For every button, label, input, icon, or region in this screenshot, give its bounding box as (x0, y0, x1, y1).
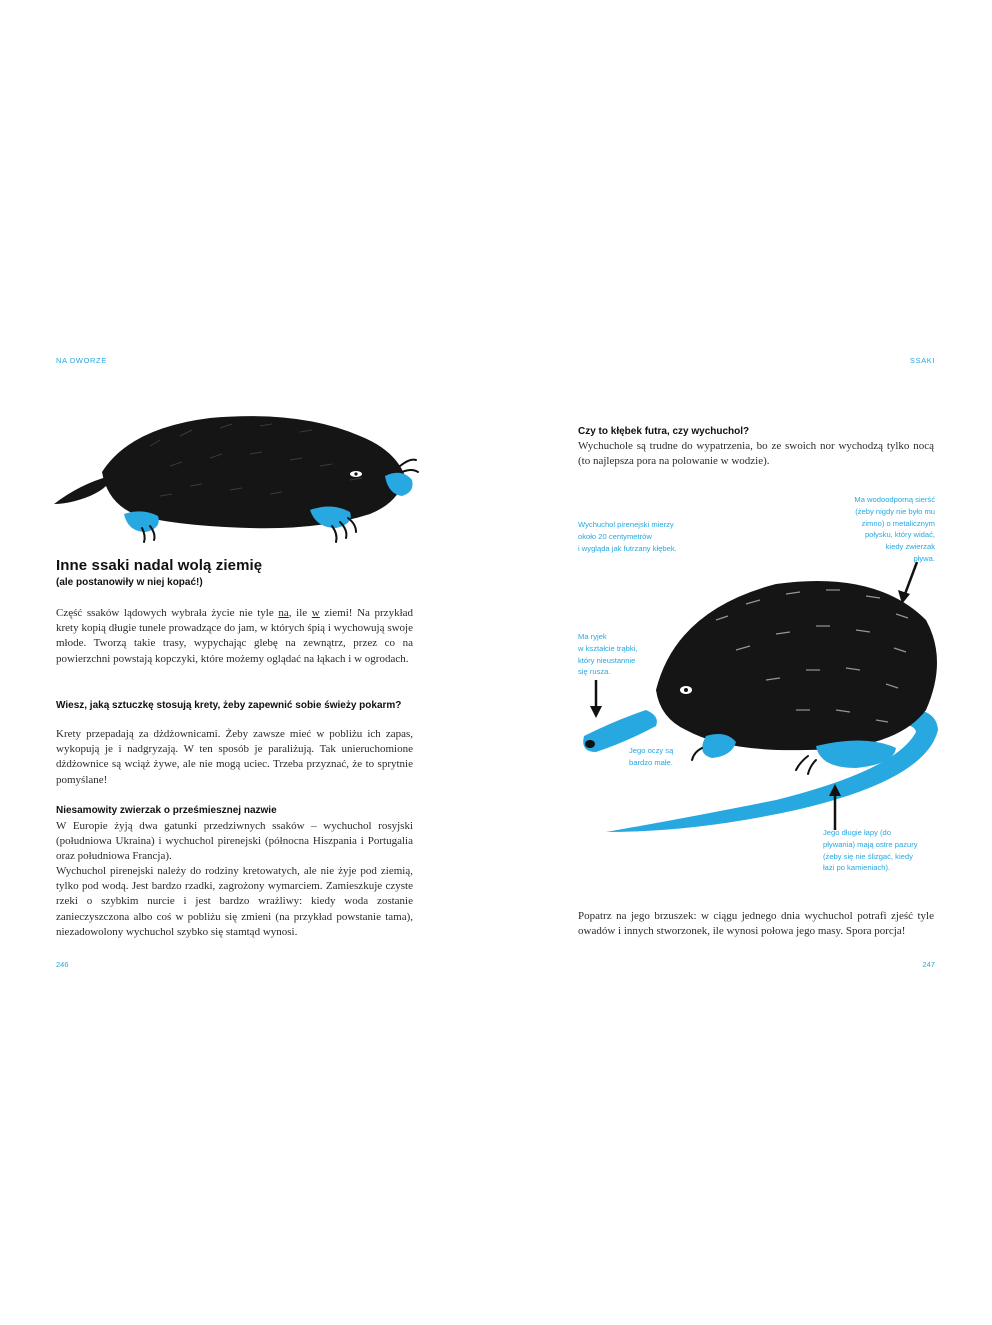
page-number-left: 246 (56, 960, 69, 969)
page-subheading-left: (ale postanowiły w niej kopać!) (56, 577, 203, 588)
page-number-right: 247 (922, 960, 935, 969)
page-heading-right: Czy to kłębek futra, czy wychuchol? (578, 426, 750, 437)
section-text-desman-2: Wychuchol pirenejski należy do rodziny kretowatych, ale nie żyje pod ziemią, tylko pod wodą. Jest bardzo rzadki, zagrożony wymarciem. Zamieszkuje czyste rzeki o szybkim nurcie i jest bardzo wrażliwy: kiedy woda zostanie zanieczyszczona albo coś w pobliżu się zmieni (na przykład powstanie tama), niezadowolony wychuchol szybko się stamtąd wynosi. (56, 865, 413, 938)
intro-paragraph-left: Część ssaków lądowych wybrała życie nie tyle na, ile w ziemi! Na przykład krety kopią długie tunele prowadzące do jam, w których śpią i wychowują swoje młode. Tworzą takie trasy, wypychając glebę na zewnątrz, przez co na powierzchni powstają kopczyki, które możemy oglądać na łąkach i w ogrodach. (56, 607, 414, 665)
caption-eyes: Jego oczy są bardzo małe. (629, 746, 674, 767)
caption-size: Wychuchol pirenejski mierzy około 20 centymetrów i wygląda jak futrzany kłębek. (578, 520, 677, 553)
section-text-trick: Krety przepadają za dżdżownicami. Żeby zawsze mieć w pobliżu ich zapas, wykopują je i nadgryzają. W ten sposób je paraliżują. Tak unieruchomione dżdżownice są wciąż żywe, ale nie mogą uciec. Trzeba przyznać, że to sprytnie pomyślane! (56, 728, 413, 786)
section-text-desman-1: W Europie żyją dwa gatunki przedziwnych ssaków – wychuchol rosyjski (południowa Ukraina) i wychuchol pirenejski (północna Hiszpania i Portugalia oraz południowa Francja). (56, 820, 413, 863)
mole-illustration (50, 406, 420, 546)
pointer-arrows (560, 560, 960, 840)
caption-paws: Jego długie łapy (do pływania) mają ostre pazury (żeby się nie ślizgać, kiedy łazi po kamieniach). (823, 828, 918, 873)
outro-paragraph-right: Popatrz na jego brzuszek: w ciągu jednego dnia wychuchol potrafi zjeść tyle owadów i innych stworzonek, ile wynosi połowa jego masy. Spora porcja! (578, 910, 934, 938)
running-head-right: SSAKI (909, 356, 935, 365)
intro-paragraph-right: Wychuchole są trudne do wypatrzenia, bo ze swoich nor wychodzą tylko nocą (to najlepsza pora na polowanie w wodzie). (578, 440, 934, 468)
caption-snout: Ma ryjek w kształcie trąbki, który nieustannie się rusza. (578, 632, 638, 677)
section-heading-desman: Niesamowity zwierzak o prześmiesznej nazwie (56, 805, 277, 816)
underlined-word-w: w (311, 607, 320, 619)
running-head-left: NA DWORZE (56, 356, 107, 365)
section-heading-trick: Wiesz, jaką sztuczkę stosują krety, żeby zapewnić sobie świeży pokarm? (56, 700, 402, 711)
caption-fur: Ma wodoodporną sierść (żeby nigdy nie było mu zimno) o metalicznym połysku, który widać, kiedy zwierzak pływa. (854, 495, 935, 563)
underlined-word-na: na (278, 607, 289, 619)
page-heading-left: Inne ssaki nadal wolą ziemię (56, 557, 263, 574)
